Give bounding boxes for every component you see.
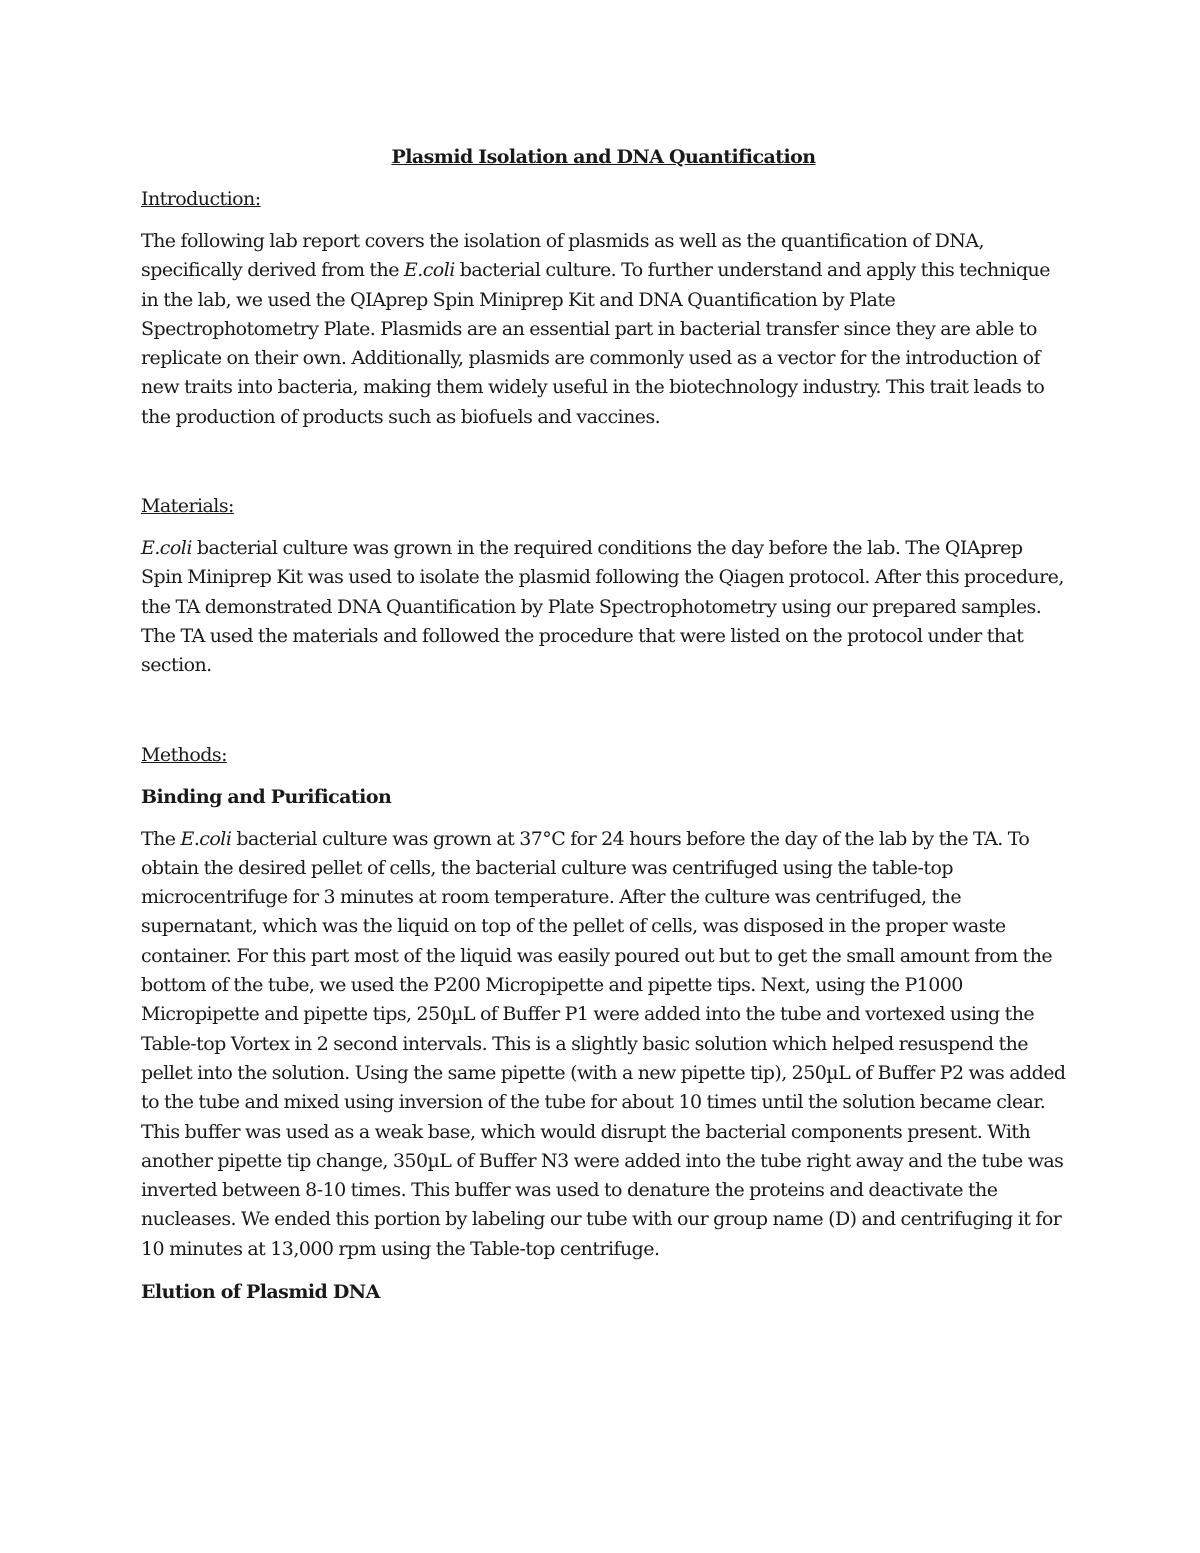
document-title: Plasmid Isolation and DNA Quantification [391,146,816,168]
introduction-label: Introduction: [141,188,261,210]
binding-text-1: The [141,827,181,850]
document-body [141,143,1066,1320]
intro-italic-ecoli: E.coli [403,259,455,282]
materials-paragraph [141,534,1066,680]
intro-text-2: bacterial culture. To further understand and apply this technique in the lab, we used the QIAprep Spin Miniprep Kit and DNA Quantification by Plate Spectrophotometry Plate. Plasmids are an essential part in bacterial transfer since they are able to replicate on their own. Additionally, plasmids are commonly used as a vector for the introduction of new traits into bacteria, making them widely useful in the biotechnology industry. This trait leads to the production of products such as biofuels and vaccines. [141,259,1050,428]
intro-text-1: The following lab report covers the isolation of plasmids as well as the quantification of DNA, specifically derived from the [141,230,985,282]
spacer [141,681,1066,741]
binding-text-2: bacterial culture was grown at 37°C for 24 hours before the day of the lab by the TA. To obtain the desired pellet of cells, the bacterial culture was centrifuged using the table-top microcentrifuge for 3 minutes at room temperature. After the culture was centrifuged, the supernatant, which was the liquid on top of the pellet of cells, was disposed in the proper waste container. For this part most of the liquid was easily poured out but to get the small amount from the bottom of the tube, we used the P200 Micropipette and pipette tips. Next, using the P1000 Micropipette and pipette tips, 250µL of Buffer P1 were added into the tube and vortexed using the Table-top Vortex in 2 second intervals. This is a slightly basic solution which helped resuspend the pellet into the solution. Using the same pipette (with a new pipette tip), 250µL of Buffer P2 was added to the tube and mixed using inversion of the tube for about 10 times until the solution became clear. This buffer was used as a weak base, which would disrupt the bacterial components present. With another pipette tip change, 350µL of Buffer N3 were added into the tube right away and the tube was inverted between 8-10 times. This buffer was used to denature the proteins and deactivate the nucleases. We ended this portion by labeling our tube with our group name (D) and centrifuging it for 10 minutes at 13,000 rpm using the Table-top centrifuge. [141,827,1066,1260]
spacer [141,432,1066,492]
binding-purification-heading: Binding and Purification [141,785,392,808]
materials-text-1: bacterial culture was grown in the required conditions the day before the lab. The QIAprep Spin Miniprep Kit was used to isolate the plasmid following the Qiagen protocol. After this procedure, the TA demonstrated DNA Quantification by Plate Spectrophotometry using our prepared samples. The TA used the materials and followed the procedure that were listed on the protocol under that section. [141,537,1064,677]
binding-purification-paragraph [141,825,1066,1264]
materials-italic-ecoli: E.coli [141,537,192,560]
methods-label: Methods: [141,743,227,766]
materials-label: Materials: [141,495,234,518]
elution-heading: Elution of Plasmid DNA [141,1281,380,1304]
binding-italic-ecoli: E.coli [180,827,232,850]
introduction-paragraph [141,227,1066,432]
